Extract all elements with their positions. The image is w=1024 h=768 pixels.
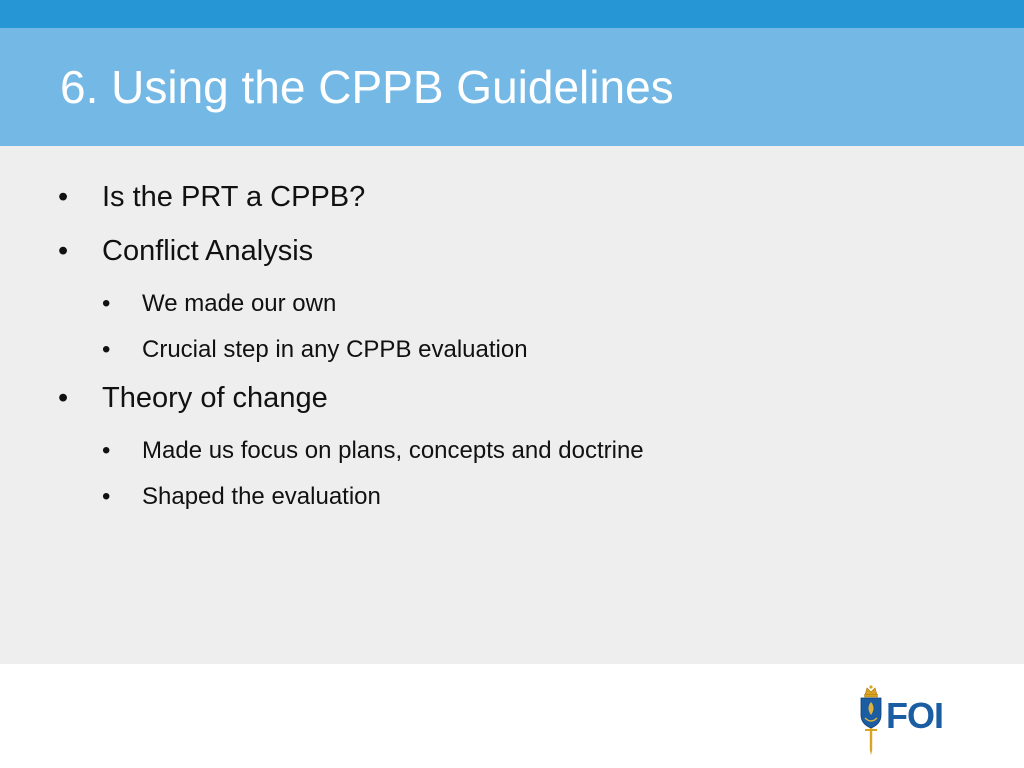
bullet-item-level2 [102, 336, 528, 363]
bullet-marker: • [58, 382, 69, 414]
bullet-marker: • [58, 181, 69, 213]
bullet-marker: • [58, 235, 69, 267]
bullet-text: Is the PRT a CPPB? [102, 181, 366, 213]
bullet-text: Shaped the evaluation [142, 483, 381, 510]
bullet-text: We made our own [142, 290, 337, 317]
bullet-item-level1 [58, 382, 328, 414]
bullet-text: Made us focus on plans, concepts and doctrine [142, 437, 644, 464]
bullet-item-level1 [58, 235, 314, 267]
bullet-item-level2 [102, 437, 644, 464]
bullet-item-level2 [102, 483, 381, 510]
bullet-text: Theory of change [102, 382, 328, 414]
bullet-marker: • [102, 437, 111, 464]
header-accent-strip [0, 0, 1024, 28]
bullet-marker: • [102, 336, 111, 363]
logo-wordmark: FOI [886, 695, 943, 736]
royal-crown-sword-emblem-icon [856, 684, 886, 756]
foi-logo [856, 684, 966, 756]
bullet-marker: • [102, 483, 111, 510]
bullet-marker: • [102, 290, 111, 317]
bullet-item-level2 [102, 290, 337, 317]
bullet-item-level1 [58, 181, 366, 213]
bullet-text: Conflict Analysis [102, 235, 314, 267]
bullet-text: Crucial step in any CPPB evaluation [142, 336, 528, 363]
slide-title: 6. Using the CPPB Guidelines [60, 61, 674, 113]
